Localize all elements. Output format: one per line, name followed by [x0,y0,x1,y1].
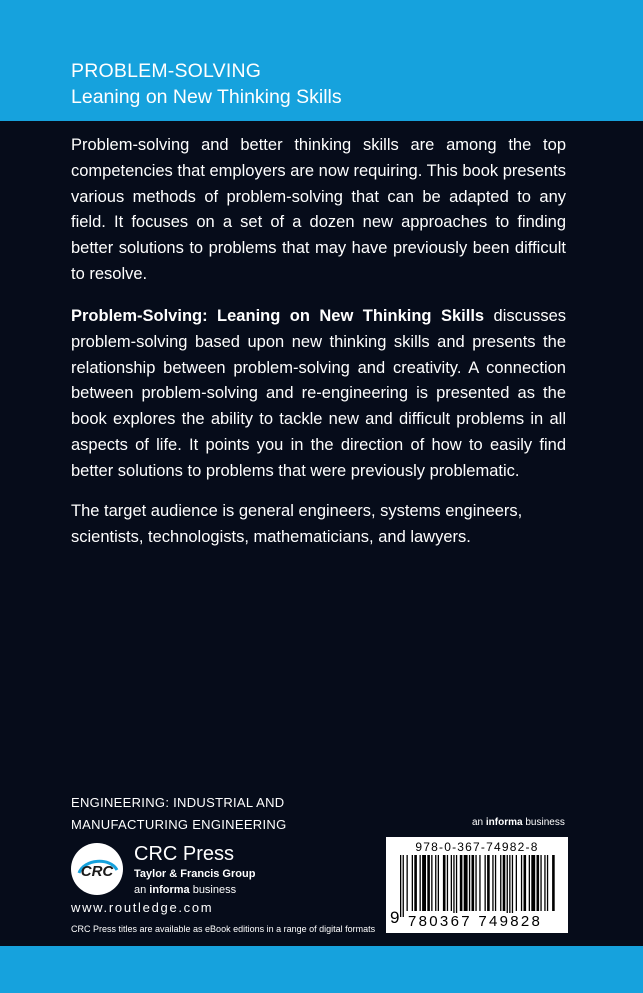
barcode-bar [485,855,486,911]
barcode-bar [456,855,457,917]
barcode-bar [453,855,454,917]
ebook-note: CRC Press titles are available as eBook editions in a range of digital formats [71,924,376,934]
barcode-bar [529,855,530,911]
barcode-bar [500,855,501,911]
crc-logo-icon [70,842,124,896]
barcode-bar [422,855,426,911]
barcode-bar [435,855,436,911]
barcode-bar [431,855,432,911]
informa-business-tag [472,817,565,828]
barcode-bar [552,855,555,911]
barcode-bar [475,855,476,911]
barcode-bar [403,855,404,917]
website-url: www.routledge.com [71,900,214,915]
isbn-digits: 780367 749828 [408,913,560,931]
informa-prefix: an [472,817,486,828]
barcode-bar [469,855,470,911]
barcode-bar [537,855,540,911]
informa-prefix-2: an [134,884,150,896]
description-paragraph-1: Problem-solving and better thinking skills are among the top competencies that employers are now requiring. This book presents various methods of problem-solving that can be adapted to any field. It focuses on a set of a dozen new approaches to finding better solutions to problems that may have previously been difficult to resolve. [71,136,566,283]
subject-category [71,792,287,836]
barcode-bar [479,855,480,911]
barcode-bar [509,855,510,917]
barcode-bar [540,855,541,911]
barcode-bar [495,855,496,911]
barcode-bar [492,855,493,911]
isbn-barcode [386,837,568,933]
book-title: PROBLEM-SOLVING [71,60,262,82]
barcode-bar [464,855,468,911]
barcode-bar [547,855,548,911]
barcode-bar [407,855,408,911]
barcode-bar [544,855,545,911]
informa-word-2: informa [149,884,190,896]
informa-suffix-2: business [189,884,237,896]
publisher-group: Taylor & Francis Group [134,868,256,880]
category-line-1: ENGINEERING: INDUSTRIAL AND [71,795,285,810]
barcode-bar [438,855,439,911]
barcode-bar [503,855,506,911]
barcode-bar [420,855,421,911]
barcode-bar [460,855,463,911]
book-subtitle: Leaning on New Thinking Skills [71,86,342,108]
barcode-bar [414,855,417,911]
barcode-bar [512,855,513,917]
description-paragraph-2-text: discusses problem-solving based upon new thinking skills and presents the relationship between problem-solving and creativity. A connection between problem-solving and re-engineering is presented as the book explores the ability to tackle new and difficult problems in all aspects of life. It points you in the direction of how to easily find better solutions to problems that were previously problematic. [71,307,567,480]
book-title-inline: Problem-Solving: Leaning on New Thinking Skills [71,307,485,325]
barcode-bars [400,855,556,917]
barcode-bar [524,855,527,911]
barcode-bar [472,855,475,911]
isbn-lead-digit: 9 [390,908,400,927]
barcode-bar [507,855,508,917]
barcode-bar [443,855,446,911]
barcode-bar [521,855,522,911]
barcode-bar [412,855,413,911]
barcode-bar [451,855,452,911]
description-paragraph-2 [71,304,566,485]
barcode-bar [487,855,490,911]
publisher-informa [134,884,236,896]
crc-logo-text: CRC [80,863,114,880]
category-line-2: MANUFACTURING ENGINEERING [71,817,287,832]
barcode-bar [516,855,517,911]
publisher-name: CRC Press [134,843,235,865]
isbn-number: 978-0-367-74982-8 [415,840,539,854]
informa-suffix: business [522,817,565,828]
informa-word: informa [485,817,523,828]
barcode-bar [427,855,430,911]
barcode-bar [447,855,448,911]
barcode-bar [400,855,401,917]
barcode-bar [531,855,535,911]
footer-band [0,946,643,993]
audience-paragraph: The target audience is general engineers, systems engineers, scientists, technologists, mathematicians, and lawyers. [71,502,523,546]
